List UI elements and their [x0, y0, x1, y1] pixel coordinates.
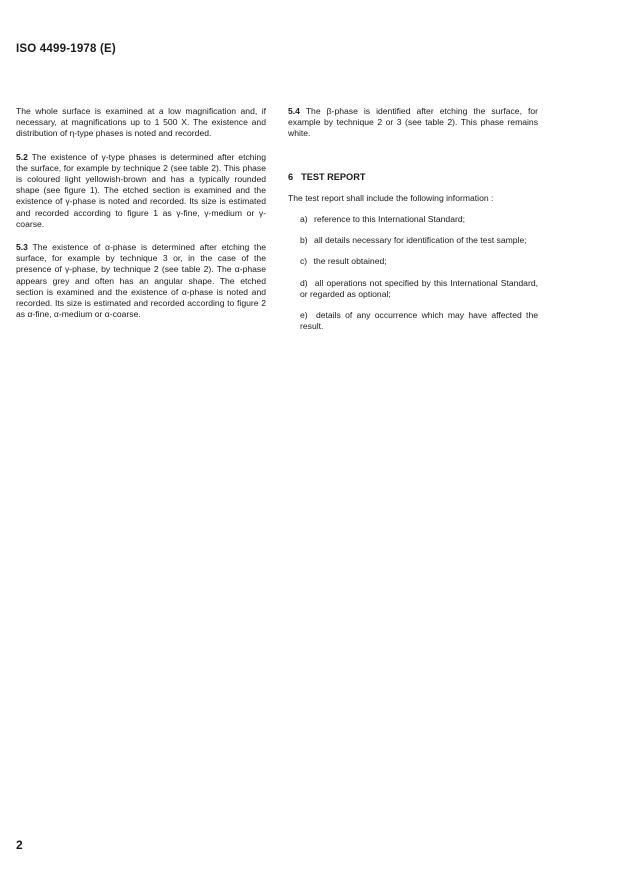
clause-5-4: [288, 106, 538, 140]
list-item: [300, 214, 538, 225]
clause-5-3: [16, 242, 266, 320]
test-report-intro: The test report shall include the following information :: [288, 192, 494, 203]
list-item-label: c): [300, 256, 308, 267]
list-item-text: all operations not specified by this International Standard, or regarded as optional;: [300, 277, 538, 299]
clause-number: 5.3: [16, 242, 28, 253]
list-item-label: e): [300, 310, 308, 321]
list-item-text: all details necessary for identification of the test sample;: [314, 235, 527, 246]
left-column: [16, 106, 266, 332]
clause-number: 5.2: [16, 151, 28, 162]
clause-text: The existence of α-phase is determined after etching the surface, for example by technique 3 or, in the case of the presence of γ-phase, by technique 2 (see table 2). The α-phase appears grey and often has an angular shape. The etched section is examined and the existence of α-phase is noted and recorded. Its size is estimated and recorded according to figure 2 as α-fine, α-medium or α-coarse.: [16, 242, 267, 320]
list-item-text: the result obtained;: [313, 256, 387, 267]
page-number: 2: [16, 838, 23, 852]
right-column: [288, 106, 538, 342]
list-item-text: reference to this International Standard;: [314, 214, 466, 225]
list-item: [300, 310, 538, 332]
section-6-heading: [288, 172, 538, 183]
section-title: TEST REPORT: [301, 171, 366, 182]
list-item: [300, 235, 538, 246]
clause-text: The β-phase is identified after etching the surface, for example by technique 2 or 3 (see table 2). This phase remains white.: [288, 106, 538, 139]
list-item: [300, 278, 538, 300]
document-header: ISO 4499-1978 (E): [16, 43, 116, 55]
list-item-label: b): [300, 235, 308, 246]
section-number: 6: [288, 171, 294, 182]
clause-number: 5.4: [288, 106, 300, 116]
list-item-label: d): [300, 277, 308, 288]
intro-paragraph: The whole surface is examined at a low magnification and, if necessary, at magnifications up to 1 500 X. The existence and distribution of η-type phases is noted and recorded.: [16, 106, 266, 139]
clause-text: The existence of γ-type phases is determined after etching the surface, for example by technique 2 (see table 2). This phase is coloured light yellowish-brown and has a typically rounded shape (see figure 1). The etched section is examined and the existence of γ-phase is noted and recorded. Its size is estimated and recorded according to figure 1 as γ-fine, γ-medium or γ-coarse.: [16, 151, 266, 229]
list-item-text: details of any occurrence which may have affected the result.: [300, 310, 539, 332]
list-item-label: a): [300, 214, 308, 225]
list-item: [300, 256, 538, 267]
clause-5-2: [16, 152, 266, 230]
